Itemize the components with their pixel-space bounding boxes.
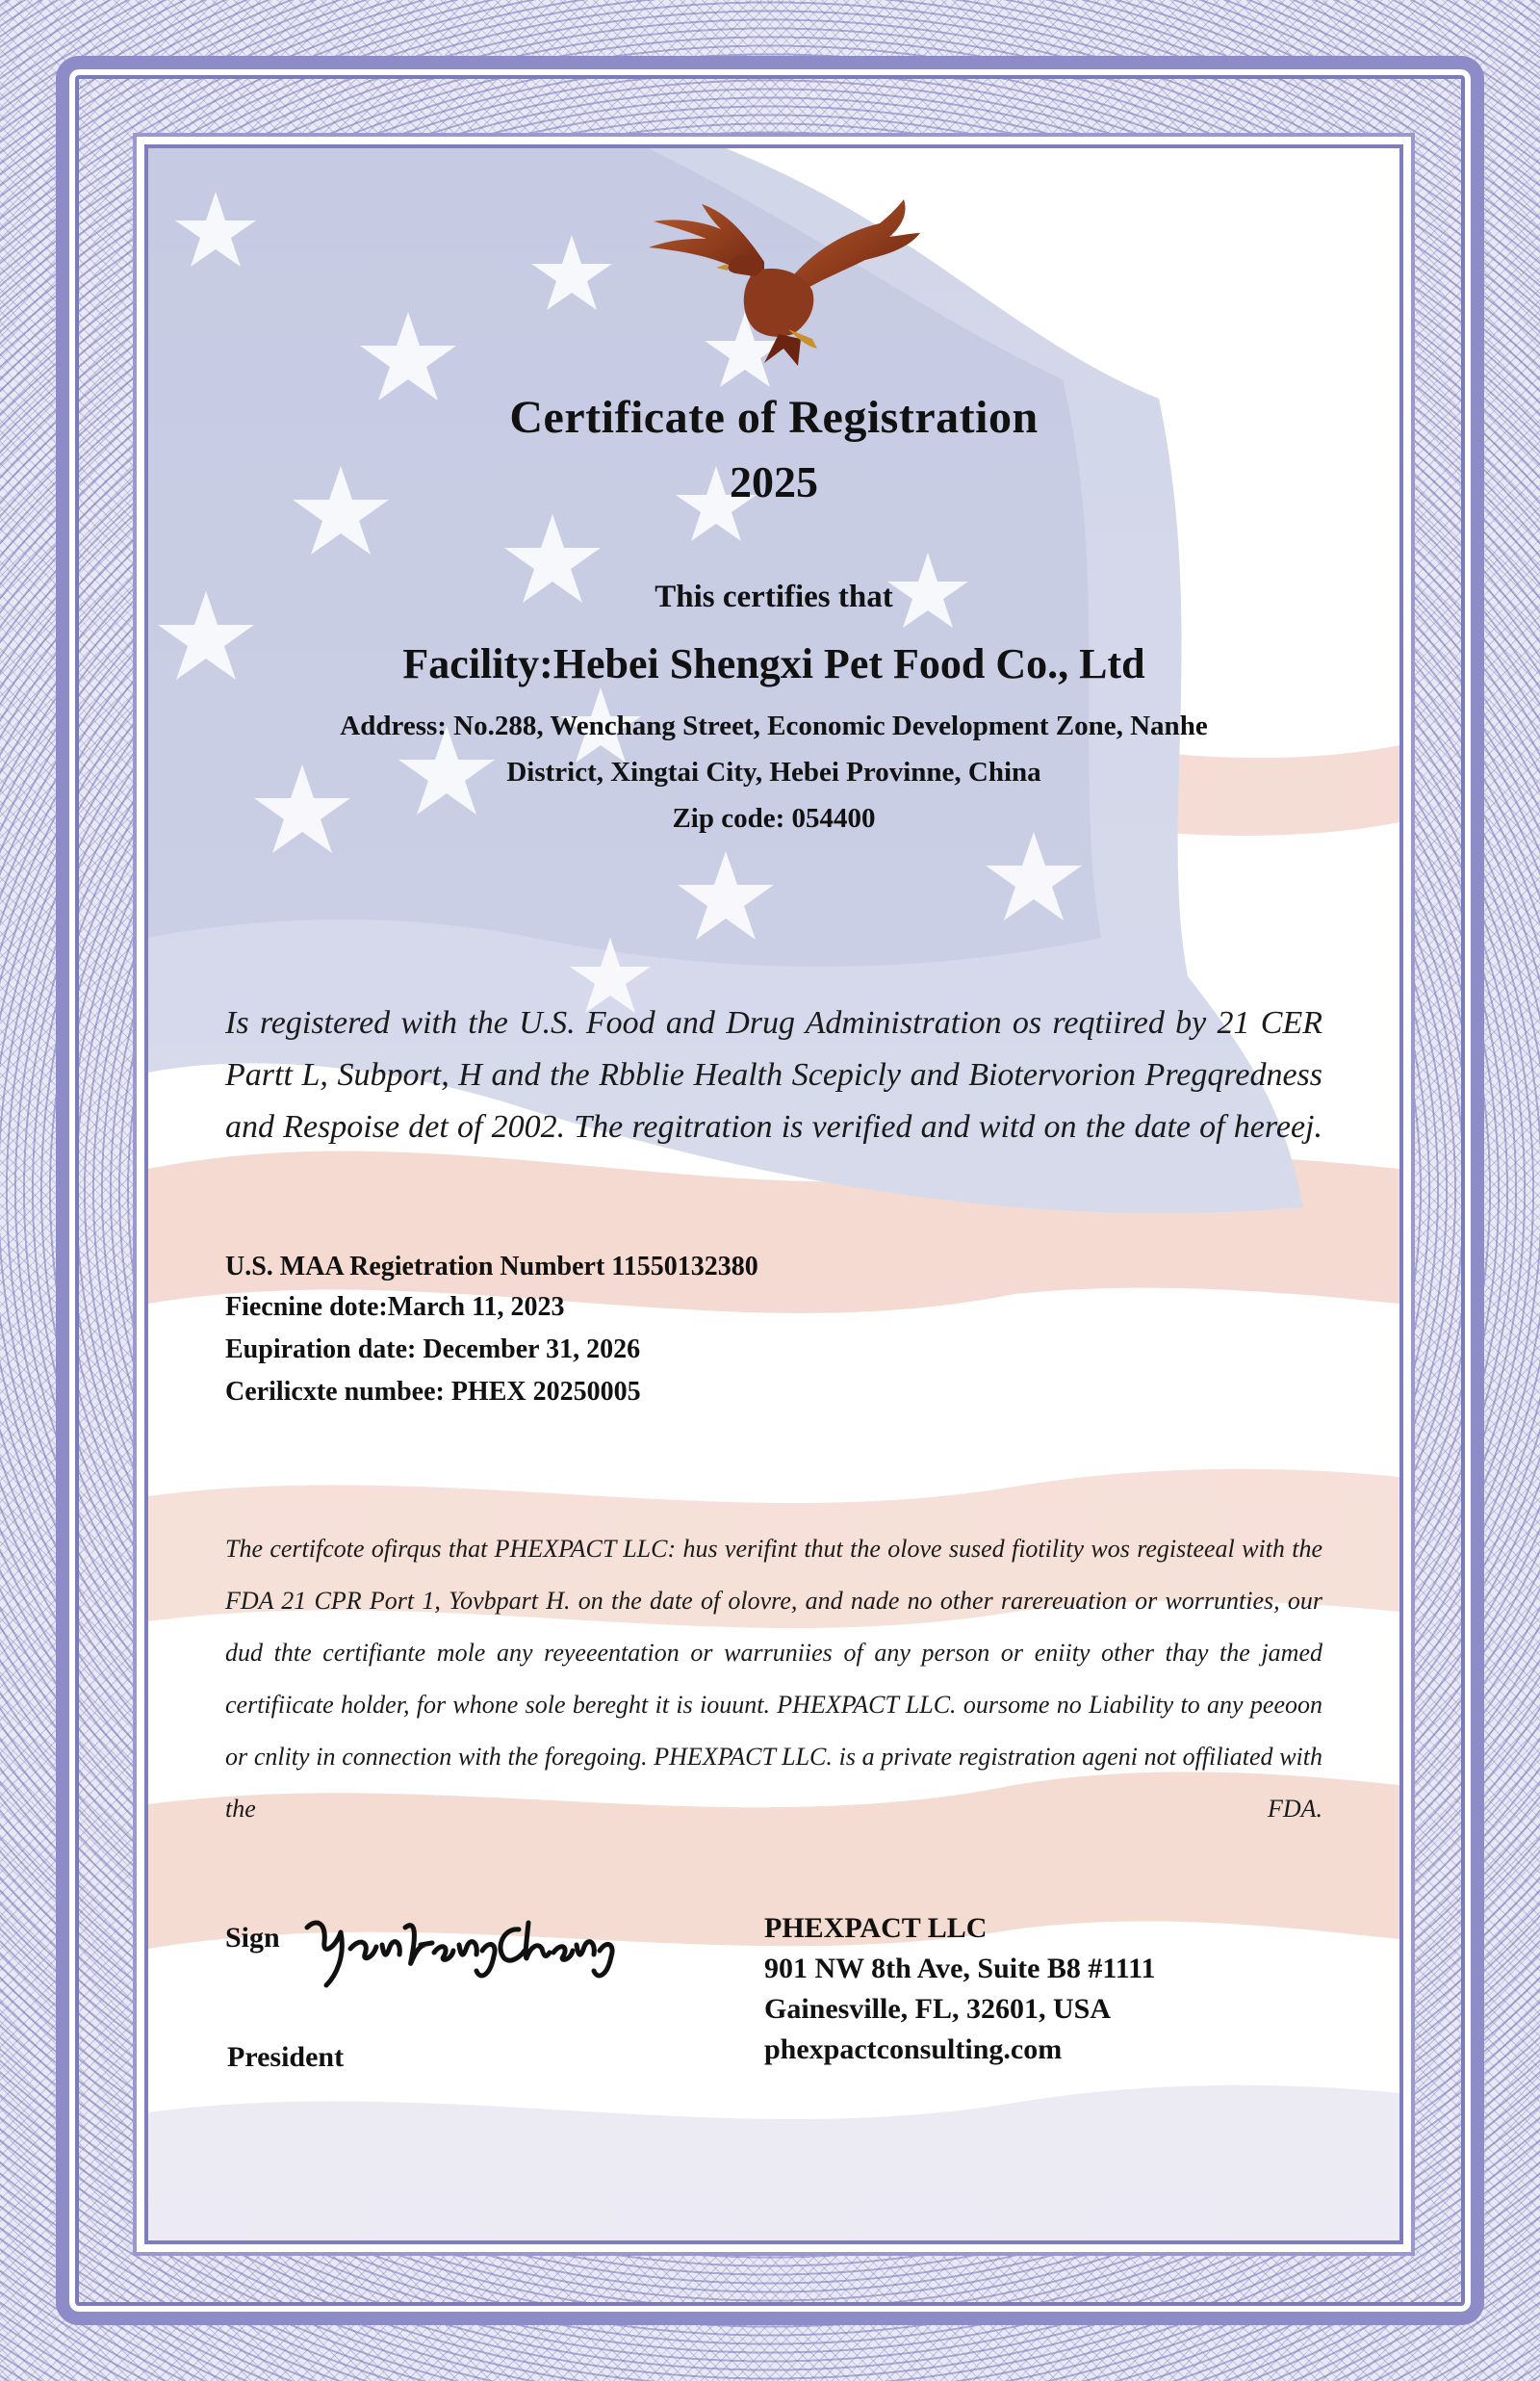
certificate-year: 2025	[730, 457, 818, 506]
company-website[interactable]: phexpactconsulting.com	[764, 2033, 1063, 2065]
address-line-1: Address: No.288, Wenchang Street, Economic Development Zone, Nanhe	[340, 711, 1208, 741]
eagle-icon	[620, 194, 928, 368]
registration-statement: Is registered with the U.S. Food and Drug Administration os reqtiired by 21 CER Partt L, Subport, H and the Rbblie Health Scepicly and Biotervorion Pregqredness and Respoise det of 2002. The regitration is verified and witd on the date of hereej.	[225, 1005, 1322, 1145]
certificate-paper	[144, 144, 1403, 2244]
company-name: PHEXPACT LLC	[764, 1912, 988, 1944]
certificate-number: Cerilicxte numbee: PHEX 20250005	[225, 1377, 641, 1407]
effective-date: Fiecnine dote:March 11, 2023	[225, 1292, 565, 1322]
certifies-line: This certifies that	[654, 580, 893, 614]
signer-role: President	[227, 2041, 345, 2073]
expiration-date: Eupiration date: December 31, 2026	[225, 1334, 641, 1364]
company-city: Gainesville, FL, 32601, USA	[764, 1993, 1112, 2025]
registration-number: U.S. MAA Regietration Numbert 11550132380	[225, 1252, 758, 1281]
handwritten-signature	[297, 1889, 663, 1995]
disclaimer-text: The certifcote ofirqus that PHEXPACT LLC: hus verifint thut the olove sused fiotility wos registeeal with the FDA 21 CPR Port 1, Yovbpart H. on the date of olovre, and nade no other rarereuation or worrunties, our dud thte certifiante mole any reyeeentation or warruniies of any person or eniity other thay the jamed certifiicate holder, for whone sole bereght it is iouunt. PHEXPACT LLC. oursome no Liability to any peeoon or cnlity in connection with the foregoing. PHEXPACT LLC. is a private registration ageni not offiliated with the FDA.	[225, 1535, 1322, 1823]
address-line-2: District, Xingtai City, Hebei Provinne, China	[506, 757, 1041, 788]
facility-name: Facility:Hebei Shengxi Pet Food Co., Ltd	[402, 640, 1145, 687]
certificate-title: Certificate of Registration	[509, 392, 1039, 443]
company-street: 901 NW 8th Ave, Suite B8 #1111	[764, 1953, 1156, 1984]
sign-label: Sign	[225, 1922, 280, 1954]
zip-code: Zip code: 054400	[672, 803, 876, 834]
